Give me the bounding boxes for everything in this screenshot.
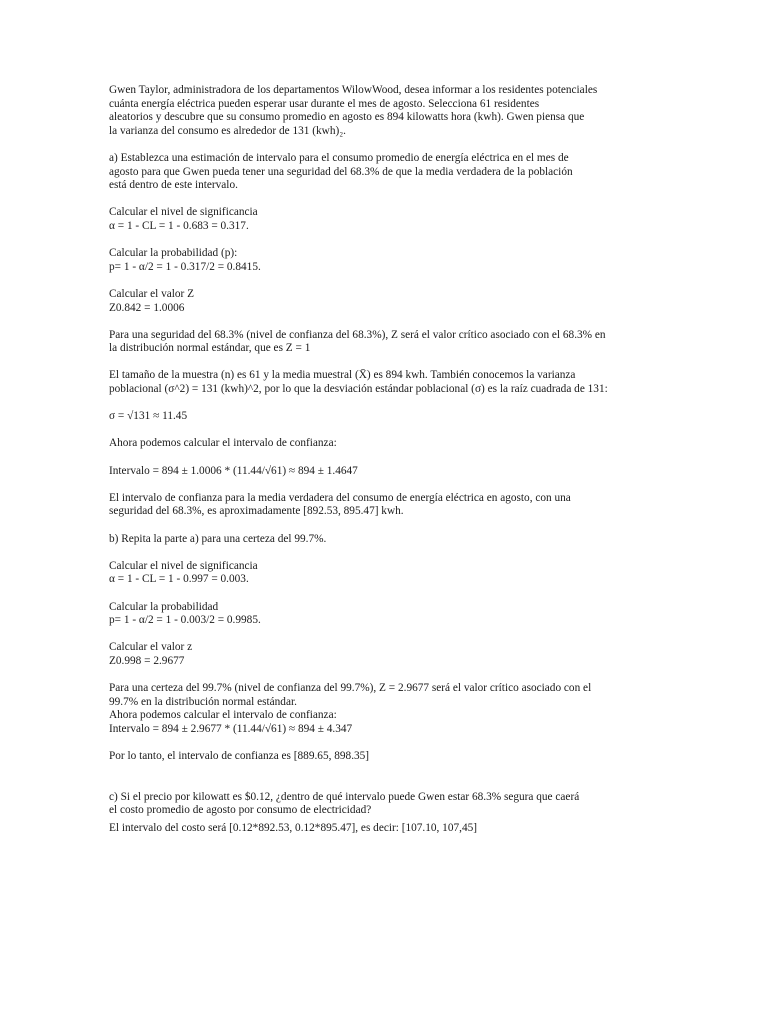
part-a-zvalue — [109, 288, 669, 315]
text-line: Calcular el nivel de significancia — [109, 559, 258, 572]
text-line: la varianza del consumo es alrededor de 131 (kwh)₂. — [109, 124, 347, 137]
text-line: agosto para que Gwen pueda tener una seguridad del 68.3% de que la media verdadera de la población — [109, 165, 573, 178]
text-line: a) Establezca una estimación de intervalo para el consumo promedio de energía eléctrica en el mes de — [109, 151, 569, 164]
text-line: p= 1 - α/2 = 1 - 0.317/2 = 0.8415. — [109, 260, 261, 273]
sigma-formula: σ = √131 ≈ 11.45 — [109, 410, 188, 423]
part-a-sample — [109, 369, 669, 396]
text-line: Calcular la probabilidad — [109, 600, 219, 613]
intro-paragraph — [109, 84, 669, 138]
text-line: 99.7% en la distribución normal estándar. — [109, 695, 297, 708]
text-line: seguridad del 68.3%, es aproximadamente [892.53, 895.47] kwh. — [109, 505, 404, 518]
text-line: c) Si el precio por kilowatt es $0.12, ¿dentro de qué intervalo puede Gwen estar 68.3% segura que caerá — [109, 790, 580, 803]
text-line: cuánta energía eléctrica pueden esperar usar durante el mes de agosto. Selecciona 61 residentes — [109, 97, 540, 110]
text-line: Z0.998 = 2.9677 — [109, 654, 185, 667]
part-a-critical — [109, 329, 669, 356]
text-line: Calcular el valor Z — [109, 287, 195, 300]
text-line: poblacional (σ^2) = 131 (kwh)^2, por lo que la desviación estándar poblacional (σ) es la raíz cuadrada de 131: — [109, 383, 608, 396]
part-c-answer: El intervalo del costo será [0.12*892.53, 0.12*895.47], es decir: [107.10, 107,45] — [109, 821, 478, 834]
text-line: Para una seguridad del 68.3% (nivel de confianza del 68.3%), Z será el valor crítico asociado con el 68.3% en — [109, 328, 606, 341]
text-line: está dentro de este intervalo. — [109, 179, 238, 192]
text-line: la distribución normal estándar, que es Z = 1 — [109, 342, 311, 355]
text-line: Ahora podemos calcular el intervalo de confianza: — [109, 437, 337, 450]
part-a-question — [109, 152, 669, 193]
document-body — [109, 84, 669, 835]
text-line: aleatorios y descubre que su consumo promedio en agosto es 894 kilowatts hora (kwh). Gwen piensa que — [109, 111, 585, 124]
part-b-conclusion: Por lo tanto, el intervalo de confianza es [889.65, 898.35] — [109, 750, 370, 763]
part-b-probability — [109, 601, 669, 628]
text-line: Calcular la probabilidad (p): — [109, 247, 238, 260]
text-line: el costo promedio de agosto por consumo de electricidad? — [109, 804, 372, 817]
text-line: Ahora podemos calcular el intervalo de confianza: — [109, 709, 337, 722]
text-line: Calcular el valor z — [109, 641, 193, 654]
part-b-critical — [109, 682, 669, 736]
text-line: El intervalo de confianza para la media verdadera del consumo de energía eléctrica en agosto, con una — [109, 491, 571, 504]
text-line: p= 1 - α/2 = 1 - 0.003/2 = 0.9985. — [109, 614, 261, 627]
text-line: Para una certeza del 99.7% (nivel de confianza del 99.7%), Z = 2.9677 será el valor crítico asociado con el — [109, 682, 592, 695]
text-line: α = 1 - CL = 1 - 0.997 = 0.003. — [109, 573, 249, 586]
text-line: Z0.842 = 1.0006 — [109, 301, 185, 314]
part-b-zvalue — [109, 641, 669, 668]
interval-formula: Intervalo = 894 ± 1.0006 * (11.44/√61) ≈ 894 ± 1.4647 — [109, 464, 358, 477]
text-line: Intervalo = 894 ± 2.9677 * (11.44/√61) ≈ 894 ± 4.347 — [109, 722, 353, 735]
text-line: α = 1 - CL = 1 - 0.683 = 0.317. — [109, 219, 249, 232]
part-b-significance — [109, 560, 669, 587]
part-c-question — [109, 791, 669, 818]
part-a-probability — [109, 247, 669, 274]
text-line: Calcular el nivel de significancia — [109, 206, 258, 219]
part-a-conclusion — [109, 492, 669, 519]
part-b-question: b) Repita la parte a) para una certeza del 99.7%. — [109, 532, 327, 545]
text-line: Gwen Taylor, administradora de los departamentos WilowWood, desea informar a los residentes potenciales — [109, 84, 598, 96]
text-line: El tamaño de la muestra (n) es 61 y la media muestral (X̄) es 894 kwh. También conocemos la varianza — [109, 369, 576, 382]
part-a-significance — [109, 206, 669, 233]
